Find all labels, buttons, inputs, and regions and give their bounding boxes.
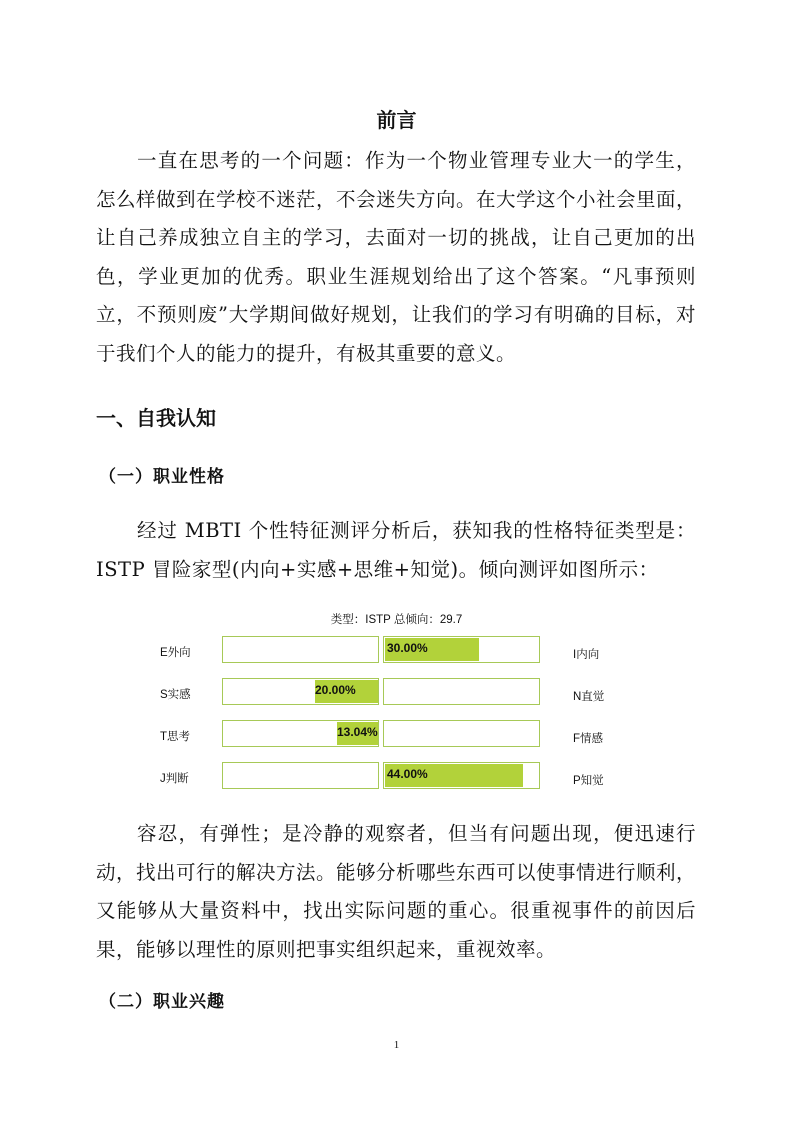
chart-right-label: P知觉 [573,775,604,787]
chart-right-label: I内向 [573,649,600,661]
chart-left-label: S实感 [160,689,191,701]
personality-summary-paragraph: 容忍，有弹性；是冷静的观察者，但当有问题出现，便迅速行动，找出可行的解决方法。能够分析哪些东西可以使事情进行顺利，又能够从大量资料中，找出实际问题的重心。很重视事件的前因后果，能够以理性的原则把事实组织起来，重视效率。 [96,822,697,961]
chart-right-box [383,678,540,705]
chart-left-label: E外向 [160,647,191,659]
chart-value-label: 44.00% [387,767,428,781]
subsection-heading-interest: （二）职业兴趣 [99,992,225,1012]
chart-value-label: 30.00% [387,641,428,655]
mbti-intro-paragraph: 经过 MBTI 个性特征测评分析后，获知我的性格特征类型是：ISTP 冒险家型(内向+实感+思维+知觉)。倾向测评如图所示： [96,519,696,581]
chart-left-box [222,636,379,663]
chart-left-label: T思考 [160,731,191,743]
chart-right-box [383,720,540,747]
section-heading: 一、自我认知 [96,406,216,430]
preface-paragraph: 一直在思考的一个问题：作为一个物业管理专业大一的学生，怎么样做到在学校不迷茫，不会迷失方向。在大学这个小社会里面，让自己养成独立自主的学习，去面对一切的挑战，让自己更加的出色，学业更加的优秀。职业生涯规划给出了这个答案。“凡事预则立，不预则废”大学期间做好规划，让我们的学习有明确的目标，对于我们个人的能力的提升，有极其重要的意义。 [96,149,697,365]
chart-value-label: 13.04% [337,725,378,739]
chart-title: 类型：ISTP 总倾向：29.7 [330,614,463,626]
chart-right-label: N直觉 [573,691,605,703]
chart-left-box [222,762,379,789]
chart-left-label: J判断 [160,773,189,785]
chart-value-label: 20.00% [315,683,356,697]
chart-right-label: F情感 [573,733,604,745]
subsection-heading-personality: （一）职业性格 [99,467,225,487]
preface-title: 前言 [376,108,417,132]
page-number: 1 [393,1039,400,1051]
